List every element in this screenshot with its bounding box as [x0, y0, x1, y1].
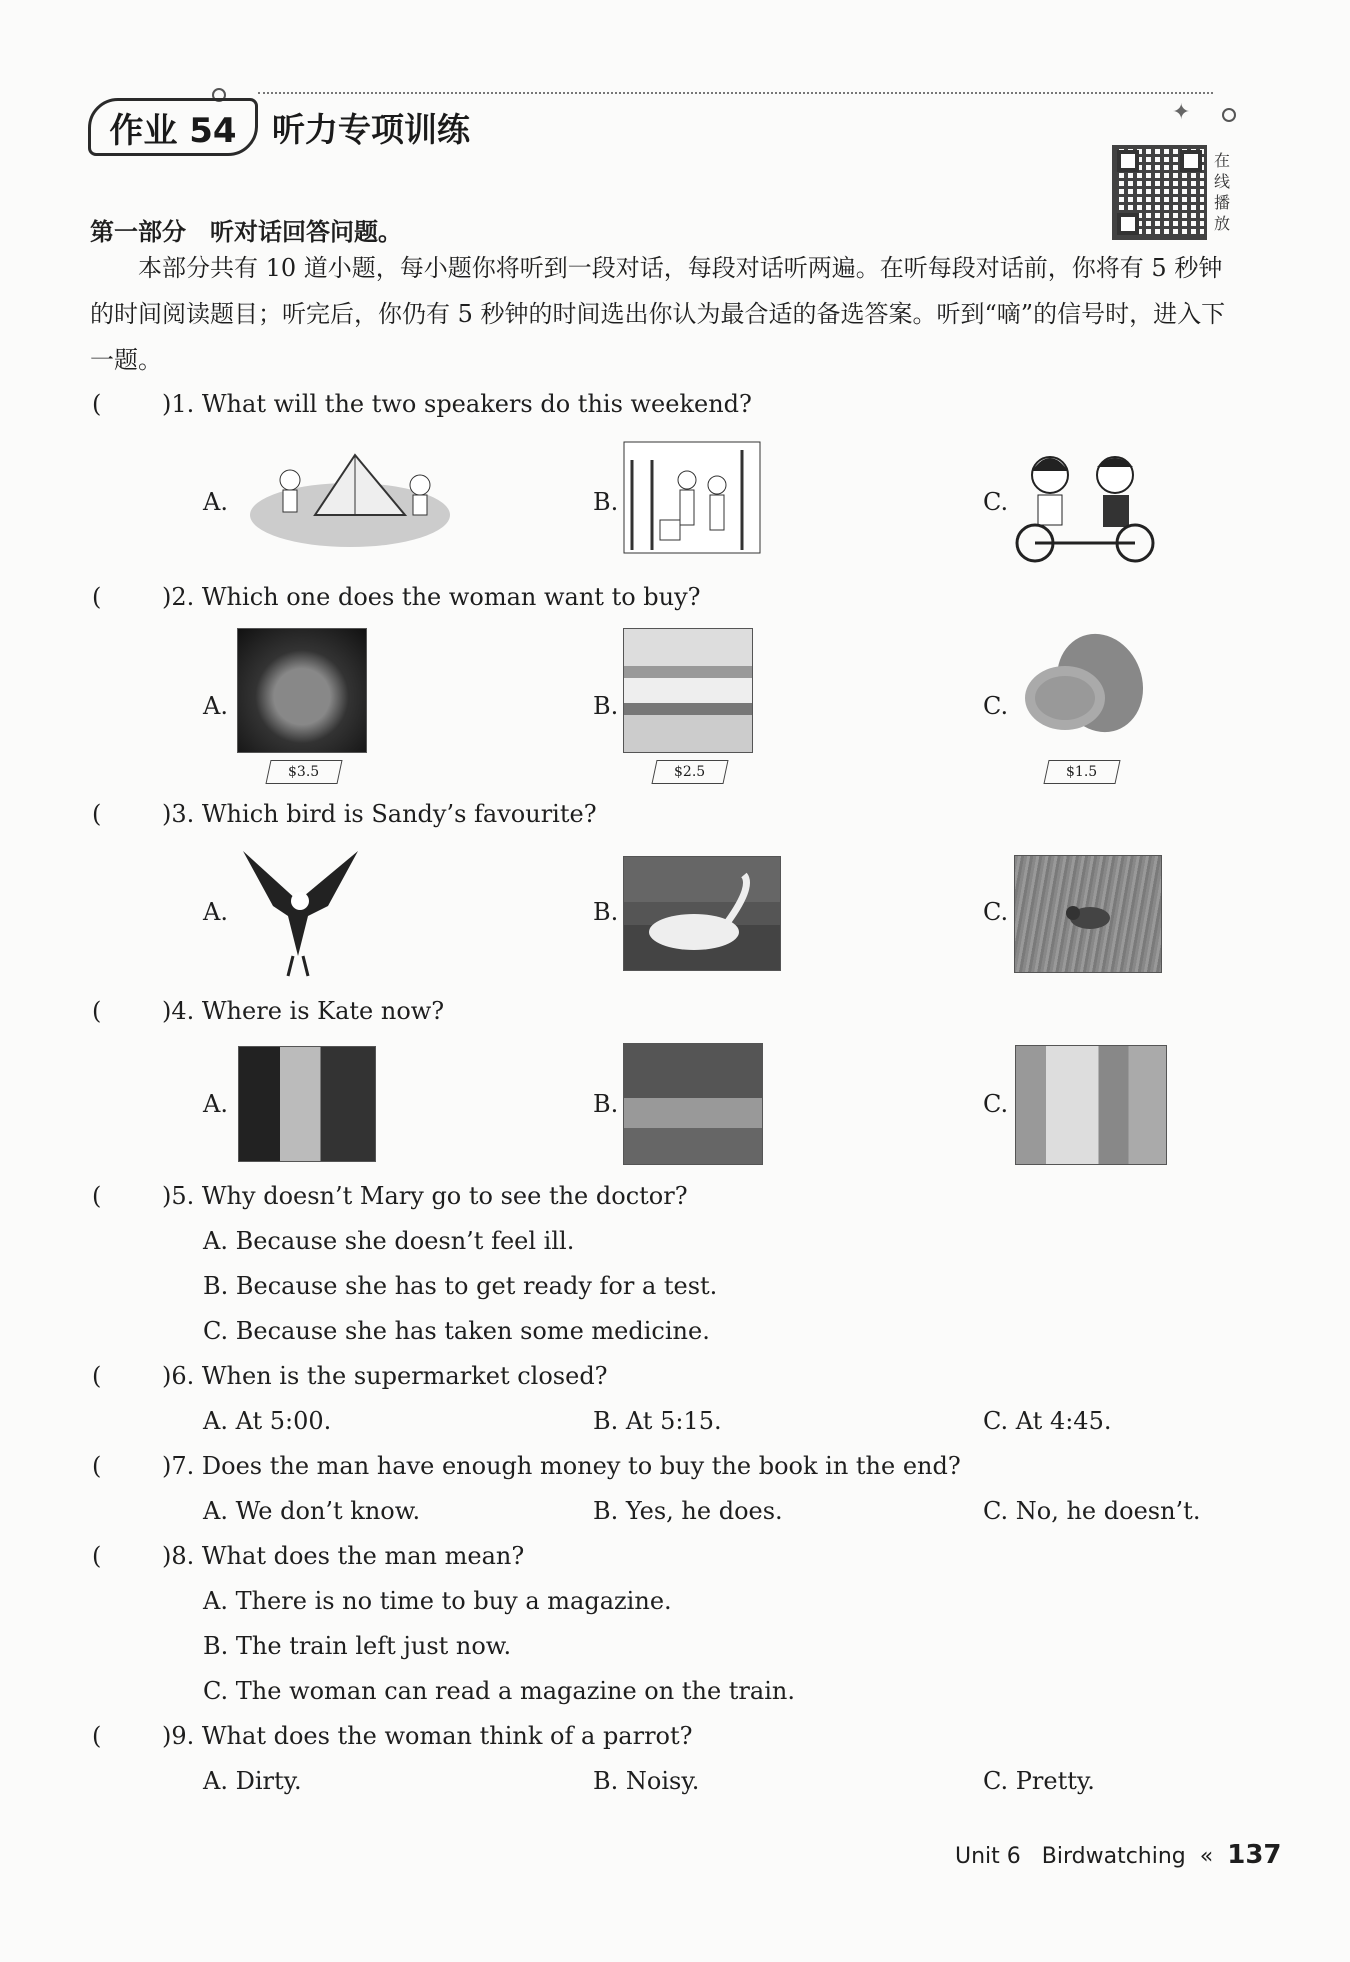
- option-b-label: B.: [593, 1090, 619, 1118]
- price-tag: $2.5: [651, 760, 728, 784]
- swan-picture: [623, 856, 781, 971]
- kitchen-picture: [238, 1046, 376, 1162]
- answer-paren[interactable]: (: [92, 1452, 102, 1480]
- option-a-label: A.: [203, 488, 228, 516]
- mooncake-picture: [237, 628, 367, 753]
- header-dotted-line: [258, 92, 1213, 94]
- question-3: [92, 800, 597, 828]
- price-tag: $3.5: [265, 760, 342, 784]
- sparrow-picture: [1014, 855, 1162, 973]
- question-1: [92, 390, 752, 418]
- question-text: )4. Where is Kate now?: [162, 997, 445, 1025]
- question-text: )6. When is the supermarket closed?: [162, 1362, 608, 1390]
- option-a-label: A.: [203, 1090, 228, 1118]
- question-4: [92, 997, 444, 1025]
- page-footer: [955, 1840, 1282, 1870]
- option-b: B. At 5:15.: [593, 1407, 722, 1435]
- option-c: C. No, he doesn’t.: [983, 1497, 1201, 1525]
- page-title: 听力专项训练: [272, 110, 470, 149]
- answer-paren[interactable]: (: [92, 800, 102, 828]
- option-c-label: C.: [983, 898, 1009, 926]
- dot-circle-icon: [1222, 108, 1236, 122]
- answer-paren[interactable]: (: [92, 1182, 102, 1210]
- option-c-label: C.: [983, 692, 1009, 720]
- option-b-label: B.: [593, 488, 619, 516]
- eagle-picture: [238, 846, 368, 981]
- option-a: A. Because she doesn’t feel ill.: [203, 1227, 575, 1255]
- qr-label: 在线播放: [1214, 151, 1231, 233]
- living-room-picture: [623, 1043, 763, 1165]
- answer-paren[interactable]: (: [92, 1362, 102, 1390]
- footer-topic: Birdwatching: [1041, 1844, 1186, 1869]
- option-b: B. Noisy.: [593, 1767, 700, 1795]
- option-a-label: A.: [203, 898, 228, 926]
- question-text: )1. What will the two speakers do this weekend?: [162, 390, 752, 418]
- answer-paren[interactable]: (: [92, 390, 102, 418]
- question-7: [92, 1452, 961, 1480]
- option-a: A. We don’t know.: [203, 1497, 421, 1525]
- supermarket-picture: [622, 440, 762, 555]
- answer-paren[interactable]: (: [92, 997, 102, 1025]
- option-b: B. Yes, he does.: [593, 1497, 783, 1525]
- camping-picture: [245, 445, 455, 555]
- sparrow-shape: [1015, 856, 1162, 973]
- qr-finder-icon: [1180, 150, 1202, 172]
- question-text: )5. Why doesn’t Mary go to see the doctor?: [162, 1182, 688, 1210]
- question-text: )7. Does the man have enough money to buy the book in the end?: [162, 1452, 961, 1480]
- section-intro: 本部分共有 10 道小题，每小题你将听到一段对话，每段对话听两遍。在听每段对话前，你将有 5 秒钟的时间阅读题目；听完后，你仍有 5 秒钟的时间选出你认为最合适的备选答案。听到“嘀”的信号时，进入下一题。: [90, 254, 1226, 374]
- question-6: [92, 1362, 608, 1390]
- answer-paren[interactable]: (: [92, 583, 102, 611]
- bread-picture: [1010, 628, 1145, 738]
- option-c: C. The woman can read a magazine on the train.: [203, 1677, 795, 1705]
- question-text: )2. Which one does the woman want to buy?: [162, 583, 701, 611]
- cycling-picture: [1010, 435, 1155, 565]
- option-b-label: B.: [593, 898, 619, 926]
- question-text: )8. What does the man mean?: [162, 1542, 525, 1570]
- option-a: A. There is no time to buy a magazine.: [203, 1587, 672, 1615]
- bedroom-picture: [1015, 1045, 1167, 1165]
- option-a-label: A.: [203, 692, 228, 720]
- option-c-label: C.: [983, 488, 1009, 516]
- question-9: [92, 1722, 693, 1750]
- option-c-label: C.: [983, 1090, 1009, 1118]
- cake-picture: [623, 628, 753, 753]
- option-b-label: B.: [593, 692, 619, 720]
- qr-finder-icon: [1117, 213, 1139, 235]
- question-8: [92, 1542, 524, 1570]
- question-text: )9. What does the woman think of a parrot?: [162, 1722, 693, 1750]
- sparkle-icon: ✦: [1172, 100, 1191, 125]
- qr-finder-icon: [1117, 150, 1139, 172]
- option-c: C. Pretty.: [983, 1767, 1095, 1795]
- answer-paren[interactable]: (: [92, 1542, 102, 1570]
- page-number: 137: [1227, 1840, 1282, 1870]
- footer-unit: Unit 6: [955, 1844, 1021, 1869]
- option-b: B. The train left just now.: [203, 1632, 512, 1660]
- question-5: [92, 1182, 688, 1210]
- section-title: 第一部分 听对话回答问题。: [90, 218, 402, 246]
- swan-shape: [624, 857, 781, 971]
- double-chevron-left-icon: «: [1199, 1844, 1214, 1869]
- answer-paren[interactable]: (: [92, 1722, 102, 1750]
- question-text: )3. Which bird is Sandy’s favourite?: [162, 800, 597, 828]
- price-tag: $1.5: [1043, 760, 1120, 784]
- qr-code[interactable]: [1112, 145, 1207, 240]
- option-c: C. At 4:45.: [983, 1407, 1112, 1435]
- option-c: C. Because she has taken some medicine.: [203, 1317, 710, 1345]
- option-a: A. At 5:00.: [203, 1407, 332, 1435]
- question-2: [92, 583, 701, 611]
- option-b: B. Because she has to get ready for a test.: [203, 1272, 718, 1300]
- option-a: A. Dirty.: [203, 1767, 302, 1795]
- assignment-badge: 作业 54: [88, 98, 258, 156]
